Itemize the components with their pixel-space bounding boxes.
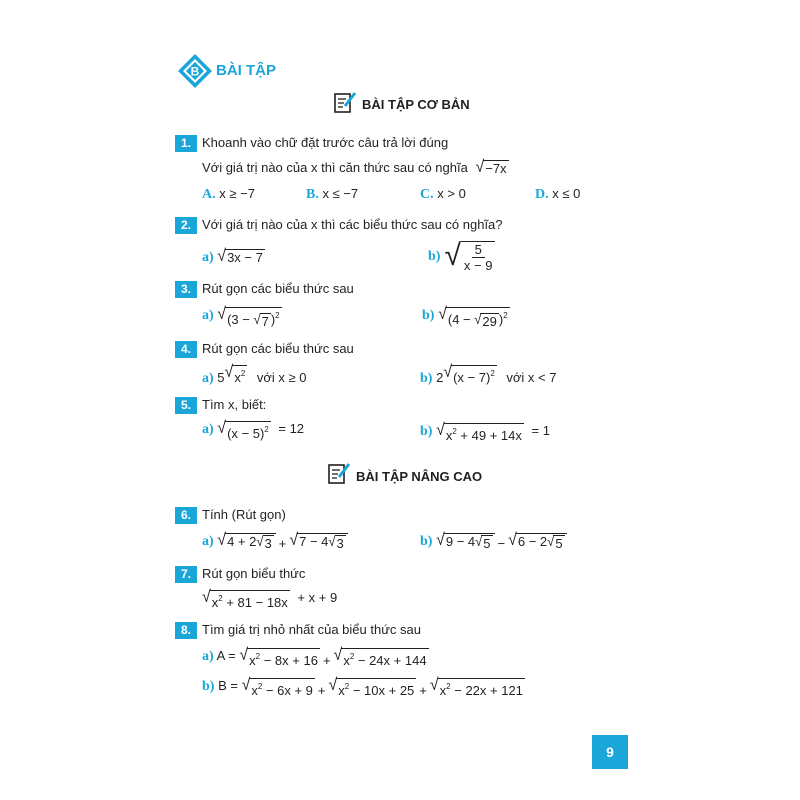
page-number: 9 (592, 735, 628, 769)
question-number: 1. (175, 135, 197, 152)
part-b: b) √ $\frac{5}{x - 9}$ (428, 241, 495, 273)
question-number: 4. (175, 341, 197, 358)
section-title: BÀI TẬP (216, 62, 276, 79)
part-a: a) A = √ $x^2 - 8x + 16$ + √ $x^2 - 24x + 144$ (202, 646, 427, 668)
question-text: Khoanh vào chữ đặt trước câu trả lời đúng (202, 135, 449, 150)
option-b[interactable]: B. x ≤ −7 (306, 186, 359, 202)
question-text: Rút gọn các biểu thức sau (202, 281, 354, 296)
question-text: Rút gọn biểu thức (202, 566, 306, 581)
part-b: b) 2 √ $(x - 7)^2$ với x < 7 (420, 363, 557, 386)
part-a: a) √ 4 + 2 √ 3 + √ 7 − 4 √ 3 (202, 533, 348, 551)
part-b: b) √ (4 − √ 29 )$^2$ (422, 305, 508, 329)
question-text: Rút gọn các biểu thức sau (202, 341, 354, 356)
question-text: Tìm giá trị nhỏ nhất của biểu thức sau (202, 622, 421, 637)
notepad-pencil-icon (327, 462, 351, 486)
part-a: a) √ (3 − √ 7 )$^2$ (202, 305, 280, 329)
question-text: Tính (Rút gọn) (202, 507, 286, 522)
option-d[interactable]: D. x ≤ 0 (535, 186, 581, 202)
part-b: b) √ 9 − 4 √ 5 − √ 6 − 2 √ 5 (420, 533, 567, 551)
question-text: Tìm x, biết: (202, 397, 267, 412)
question-text-line: Với giá trị nào của x thì căn thức sau có nghĩa (202, 160, 468, 175)
question-number: 6. (175, 507, 197, 524)
part-a: a) √ 3x − 7 (202, 247, 263, 266)
question-number: 5. (175, 397, 197, 414)
section-badge-letter: B (190, 64, 200, 79)
part-a: a) 5 √ $x^2$ với x ≥ 0 (202, 363, 307, 386)
question-number: 8. (175, 622, 197, 639)
option-c[interactable]: C. x > 0 (420, 186, 466, 202)
part-b: b) √ $x^2 + 49 + 14x$ = 1 (420, 421, 550, 443)
question-number: 7. (175, 566, 197, 583)
expression: √ $x^2 + 81 - 18x$ + x + 9 (202, 588, 338, 610)
radical-expression: √ −7x (475, 158, 507, 177)
option-a[interactable]: A. x ≥ −7 (202, 186, 255, 202)
question-number: 3. (175, 281, 197, 298)
question-text: Với giá trị nào của x thì các biểu thức sau có nghĩa? (202, 217, 503, 232)
question-text (202, 160, 509, 176)
notepad-pencil-icon (333, 91, 357, 115)
question-number: 2. (175, 217, 197, 234)
section-badge-icon (177, 53, 213, 89)
part-a: a) √ $(x - 5)^2$ = 12 (202, 419, 305, 441)
subsection-title-basic: BÀI TẬP CƠ BẢN (362, 97, 470, 112)
part-b: b) B = √ $x^2 - 6x + 9$ + √ $x^2 - 10x + 25$ + √ $x^2 - 22x + 121$ (202, 676, 523, 698)
subsection-title-advanced: BÀI TẬP NÂNG CAO (356, 469, 483, 484)
